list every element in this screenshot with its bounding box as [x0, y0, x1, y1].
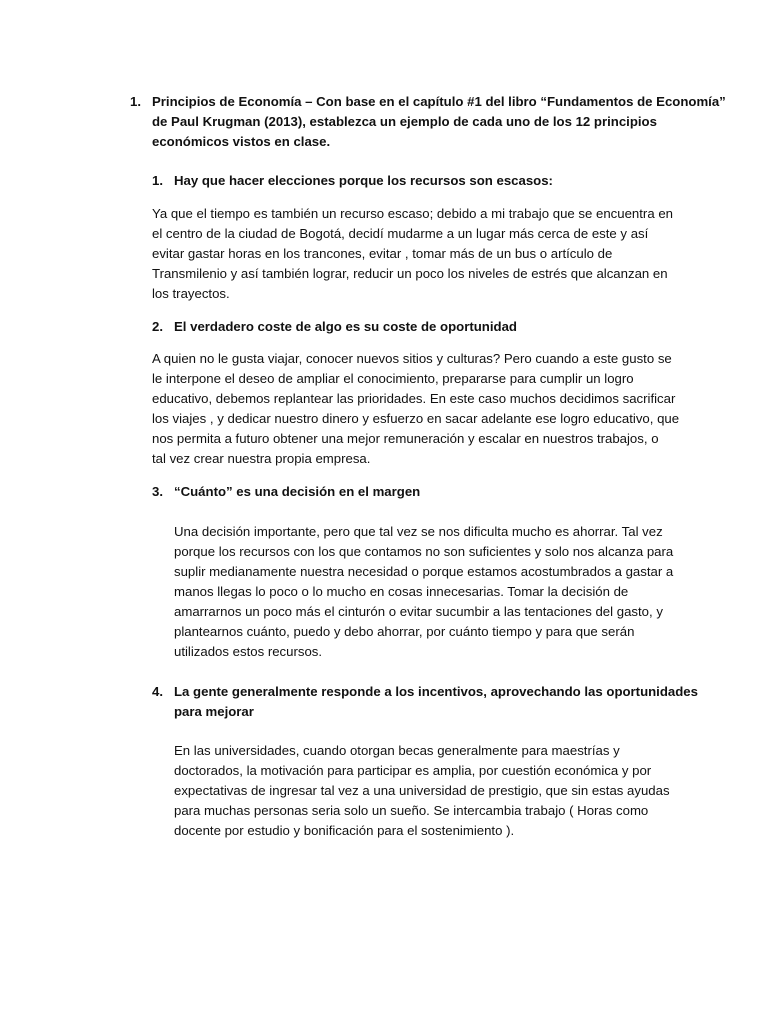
principle-body-line: Una decisión importante, pero que tal vez se nos dificulta mucho es ahorrar. Tal vez: [174, 524, 663, 539]
principle-heading: para mejorar: [174, 704, 254, 719]
principle-body-line: tal vez crear nuestra propia empresa.: [152, 451, 371, 466]
principle-body-line: plantearnos cuánto, puedo y debo ahorrar, por cuánto tiempo y para que serán: [174, 624, 635, 639]
principle-body-line: para muchas personas seria solo un sueño. Se intercambia trabajo ( Horas como: [174, 803, 649, 818]
principle-body-line: le interpone el deseo de ampliar el conocimiento, prepararse para cumplir un logro: [152, 371, 634, 386]
principle-body-line: evitar gastar horas en los trancones, evitar , tomar más de un bus o artículo de: [152, 246, 613, 261]
principle-body-line: docente por estudio y bonificación para el sostenimiento ).: [174, 823, 515, 838]
principle-body-line: los viajes , y dedicar nuestro dinero y esfuerzo en sacar adelante ese logro educativo, que: [152, 411, 680, 426]
question-number: 1.: [130, 94, 141, 109]
principle-body-line: Ya que el tiempo es también un recurso escaso; debido a mi trabajo que se encuentra en: [152, 206, 673, 221]
principle-heading: Hay que hacer elecciones porque los recursos son escasos:: [174, 173, 553, 188]
principle-body-line: A quien no le gusta viajar, conocer nuevos sitios y culturas? Pero cuando a este gusto se: [152, 351, 672, 366]
principle-body-line: En las universidades, cuando otorgan becas generalmente para maestrías y: [174, 743, 620, 758]
principle-number: 2.: [152, 319, 163, 334]
principle-body-line: doctorados, la motivación para participar es amplia, por cuestión económica y por: [174, 763, 652, 778]
principle-body-line: el centro de la ciudad de Bogotá, decidí mudarme a un lugar más cerca de este y así: [152, 226, 649, 241]
principle-body-line: utilizados estos recursos.: [174, 644, 323, 659]
principle-body-line: porque los recursos con los que contamos no son suficientes y solo nos alcanza para: [174, 544, 674, 559]
question-line: Principios de Economía – Con base en el capítulo #1 del libro “Fundamentos de Economía”: [152, 94, 726, 109]
principle-body-line: amarrarnos un poco más el cinturón o evitar sucumbir a las tentaciones del gasto, y: [174, 604, 663, 619]
principle-body-line: expectativas de ingresar tal vez a una universidad de prestigio, que sin estas ayudas: [174, 783, 670, 798]
principle-body-line: manos llegas lo poco o lo mucho en cosas innecesarias. Tomar la decisión de: [174, 584, 629, 599]
principle-number: 4.: [152, 684, 163, 699]
principle-body-line: nos permita a futuro obtener una mejor remuneración y escalar en nuestros trabajos, o: [152, 431, 659, 446]
principle-body-line: Transmilenio y así también lograr, reducir un poco los niveles de estrés que alcanzan en: [152, 266, 668, 281]
principle-body-line: los trayectos.: [152, 286, 230, 301]
principle-heading: La gente generalmente responde a los incentivos, aprovechando las oportunidades: [174, 684, 698, 699]
principle-heading: “Cuánto” es una decisión en el margen: [174, 484, 421, 499]
principle-number: 3.: [152, 484, 163, 499]
question-line: económicos vistos en clase.: [152, 134, 331, 149]
principle-body-line: educativo, debemos replantear las prioridades. En este caso muchos decidimos sacrificar: [152, 391, 676, 406]
question-line: de Paul Krugman (2013), establezca un ejemplo de cada uno de los 12 principios: [152, 114, 657, 129]
principle-body-line: suplir medianamente nuestra necesidad o porque estamos acostumbrados a gastar a: [174, 564, 674, 579]
principle-number: 1.: [152, 173, 163, 188]
principle-heading: El verdadero coste de algo es su coste de oportunidad: [174, 319, 517, 334]
